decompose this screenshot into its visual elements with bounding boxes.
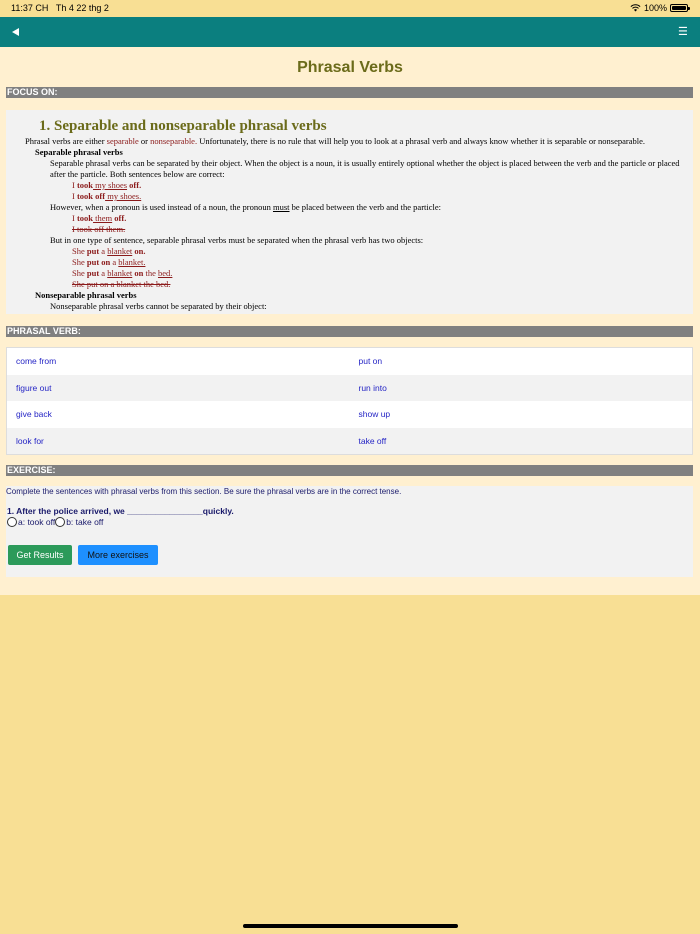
- nonseparable-title: Nonseparable phrasal verbs: [35, 290, 137, 300]
- get-results-button[interactable]: Get Results: [8, 545, 72, 565]
- hamburger-icon[interactable]: ☰: [678, 26, 688, 38]
- exercise-header: EXERCISE:: [6, 465, 693, 476]
- phrasal-verb-link[interactable]: take off: [358, 435, 387, 446]
- nav-bar: [0, 17, 700, 47]
- page-title: Phrasal Verbs: [297, 59, 403, 76]
- phrasal-verb-link[interactable]: come from: [16, 356, 57, 367]
- example-7: She put a blanket on the bed.: [72, 268, 173, 278]
- phrasal-verb-header: PHRASAL VERB:: [6, 326, 693, 337]
- separable-paragraph-2: However, when a pronoun is used instead of a noun, the pronoun must be placed between the verb and the particle:: [50, 202, 442, 212]
- phrasal-verb-link[interactable]: show up: [358, 409, 391, 420]
- phrasal-verb-link[interactable]: put on: [358, 356, 383, 367]
- focus-content[interactable]: [6, 110, 693, 314]
- exercise-options: [7, 517, 103, 527]
- separable-title: Separable phrasal verbs: [35, 147, 123, 157]
- example-2: I took off my shoes.: [72, 191, 142, 201]
- status-right: [630, 3, 688, 13]
- table-row: [7, 375, 692, 402]
- example-5: She put a blanket on.: [72, 246, 146, 256]
- focus-intro: Phrasal verbs are either separable or nonseparable. Unfortunately, there is no rule that will help you to look at a phrasal verb and always know whether it is separable or nonseparable.: [25, 136, 646, 146]
- phrasal-verb-link[interactable]: run into: [358, 382, 387, 393]
- back-arrow-icon[interactable]: [10, 25, 24, 39]
- battery-percent: 100%: [643, 3, 667, 13]
- exercise-instruction: Complete the sentences with phrasal verbs from this section. Be sure the phrasal verbs are in the correct tense.: [6, 487, 402, 496]
- phrasal-verb-link[interactable]: figure out: [16, 382, 52, 393]
- focus-header: FOCUS ON:: [6, 87, 693, 98]
- example-4-incorrect: I took off them.: [72, 224, 126, 234]
- example-1: I took my shoes off.: [72, 180, 142, 190]
- example-6: She put on a blanket.: [72, 257, 146, 267]
- option-b-radio[interactable]: [55, 517, 65, 527]
- battery-icon: [670, 4, 688, 12]
- exercise-question: 1. After the police arrived, we ________________quickly.: [7, 506, 234, 516]
- status-time: 11:37 CH Th 4 22 thg 2: [11, 3, 109, 13]
- example-8-incorrect: She put on a blanket the bed.: [72, 279, 171, 289]
- nonseparable-paragraph-1: Nonseparable phrasal verbs cannot be separated by their object:: [50, 301, 267, 311]
- table-row: [7, 348, 692, 375]
- table-row: [7, 401, 692, 428]
- phrasal-verb-link[interactable]: look for: [16, 435, 44, 446]
- wifi-icon: [630, 4, 641, 12]
- status-bar: [0, 0, 700, 17]
- example-3: I took them off.: [72, 213, 127, 223]
- more-exercises-button[interactable]: More exercises: [78, 545, 158, 565]
- phrasal-verb-link[interactable]: give back: [16, 409, 52, 420]
- separable-paragraph-1: Separable phrasal verbs can be separated by their object. When the object is a noun, it is usually entirely optional whether the object is placed between the verb and the particle or placed after the particle. Both sentences below are correct:: [50, 158, 680, 179]
- option-a-radio[interactable]: [7, 517, 17, 527]
- focus-heading: 1. Separable and nonseparable phrasal verbs: [39, 118, 327, 134]
- table-row: [7, 428, 692, 455]
- phrasal-verb-table: [6, 347, 693, 455]
- option-b-label[interactable]: b: take off: [66, 517, 104, 527]
- separable-paragraph-3: But in one type of sentence, separable phrasal verbs must be separated when the phrasal verb has two objects:: [50, 235, 424, 245]
- home-indicator: [243, 924, 458, 928]
- option-a-label[interactable]: a: took off: [18, 517, 56, 527]
